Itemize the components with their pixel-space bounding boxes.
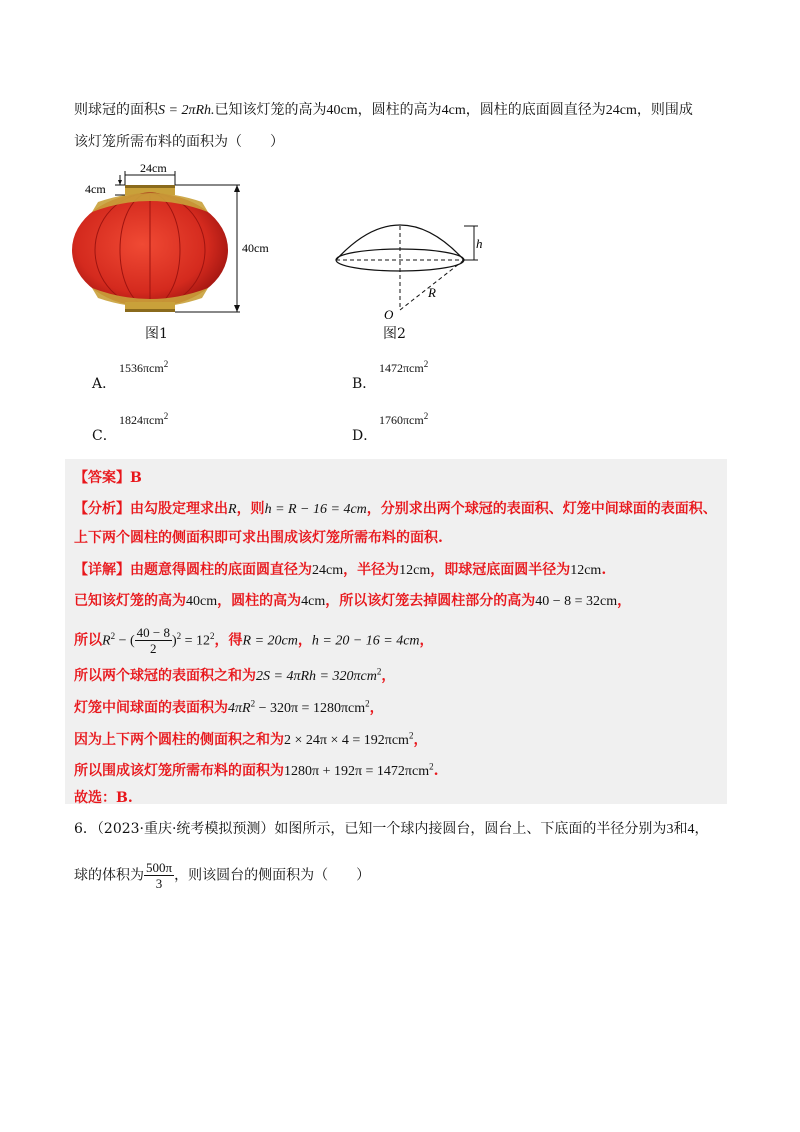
math-eq: h = R − 16 = 4cm — [264, 502, 367, 517]
detail-tag: 【详解】 — [74, 562, 130, 578]
detail-line-3: 所以$R^2$ − ( $\frac{40 - 8}{2}$ )$^2 = 12^2$，得R = 20cm，h = 20 − 16 = 4cm， — [74, 625, 434, 656]
option-letter: B． — [352, 376, 377, 392]
detail-line-1 — [74, 559, 606, 579]
option-value: 1472πcm — [379, 361, 424, 375]
detail-text: 因为上下两个圆柱的侧面积之和为 — [74, 732, 284, 748]
option-a[interactable] — [92, 359, 169, 393]
label-24cm: 24cm — [140, 161, 167, 175]
math-eq: 4πR — [228, 701, 251, 716]
option-value: 1536πcm — [119, 361, 164, 375]
analysis-line-1 — [74, 498, 717, 518]
figure2-caption: 图2 — [383, 326, 406, 342]
detail-text: ， — [419, 632, 434, 649]
detail-line-5: 灯笼中间球面的表面积为$4\pi R^2 - 320\pi = 1280\pi cm^2$， — [74, 698, 384, 716]
intro-text: ，圆柱的高为 — [357, 102, 442, 118]
detail-text: 所以两个球冠的表面积之和为 — [74, 668, 256, 684]
detail-line-2 — [74, 590, 631, 610]
option-b[interactable] — [352, 359, 429, 393]
frac-num: 40 − 8 — [136, 625, 170, 640]
detail-line-4: 所以两个球冠的表面积之和为2S = 4πRh = 320πcm$^2$， — [74, 666, 396, 684]
diameter-cylinder: 24cm — [605, 103, 637, 118]
detail-text: 已知该灯笼的高为 — [74, 593, 186, 609]
analysis-text: ，分别求出两个球冠的表面积、灯笼中间球面的表面积、 — [366, 501, 717, 517]
detail-text: ， — [617, 593, 632, 609]
label-O: O — [384, 307, 394, 322]
label-4cm: 4cm — [85, 182, 106, 196]
detail-text: ， — [297, 632, 312, 649]
label-R: R — [428, 285, 436, 300]
option-value: 1760πcm — [379, 413, 424, 427]
detail-text: 所以 — [74, 632, 102, 649]
option-sup: 2 — [163, 411, 169, 421]
spherical-cap-figure — [330, 205, 510, 325]
math-eq: 40 − 8 = 32cm — [535, 594, 618, 609]
option-d[interactable] — [352, 411, 429, 445]
label-h: h — [476, 236, 483, 251]
math-eq: h = 20 − 16 = 4cm — [311, 633, 420, 649]
detail-text: ，所以该灯笼去掉圆柱部分的高为 — [325, 593, 536, 609]
question-text: 6．（2023·重庆·统考模拟预测）如图所示，已知一个球内接圆台，圆台上、下底面的半径分别为 — [74, 821, 667, 837]
math-op: − ( — [115, 633, 135, 649]
question-text: ， — [694, 821, 709, 837]
detail-text: ，得 — [214, 632, 243, 649]
label-40cm: 40cm — [242, 241, 269, 255]
question-text: 和 — [673, 821, 688, 837]
detail-text: ，圆柱的高为 — [217, 593, 302, 609]
frac-den: 3 — [155, 876, 163, 891]
detail-text: ，半径为 — [343, 562, 400, 578]
math-op: ) — [171, 633, 177, 649]
option-sup: 2 — [423, 359, 429, 369]
detail-text: 灯笼中间球面的表面积为 — [74, 700, 228, 716]
analysis-tag: 【分析】 — [74, 501, 130, 517]
answer-line — [74, 467, 142, 487]
frac-den: 2 — [150, 641, 157, 656]
fraction — [135, 625, 172, 656]
detail-text: ， — [381, 668, 396, 684]
math-R: R — [228, 502, 237, 517]
detail-line-7: 所以围成该灯笼所需布料的面积为1280π + 192π = 1472πcm$^2$. — [74, 761, 439, 779]
option-sup: 2 — [163, 359, 169, 369]
height-cylinder: 4cm — [441, 103, 466, 118]
detail-line-6: 因为上下两个圆柱的侧面积之和为2 × 24π × 4 = 192πcm$^2$， — [74, 730, 428, 748]
math-value: 12cm — [570, 563, 602, 578]
question-text: ，则该圆台的侧面积为（ ） — [174, 867, 371, 884]
math-eq: − 320π = 1280πcm — [255, 701, 366, 716]
question6-line-1 — [74, 818, 708, 838]
answer-value: B — [130, 470, 142, 486]
option-letter: D． — [352, 428, 378, 444]
math-eq: 1280π + 192π = 1472πcm — [284, 764, 430, 779]
intro-line-2: 该灯笼所需布料的面积为（ ） — [74, 134, 284, 150]
detail-text: . — [601, 562, 607, 578]
frac-num: 500π — [146, 860, 173, 875]
intro-line-1 — [74, 99, 693, 119]
option-letter: C． — [92, 428, 117, 444]
math-R: R — [102, 633, 111, 649]
math-value: 24cm — [312, 563, 344, 578]
height-total: 40cm — [326, 103, 358, 118]
detail-text: 所以围成该灯笼所需布料的面积为 — [74, 763, 284, 779]
analysis-text: 由勾股定理求出 — [130, 501, 228, 517]
option-c[interactable] — [92, 411, 169, 445]
question6-line-2 — [74, 860, 370, 891]
math-value: 4cm — [301, 594, 326, 609]
detail-text: 由题意得圆柱的底面圆直径为 — [130, 562, 312, 578]
analysis-line-2: 上下两个圆柱的侧面积即可求出围成该灯笼所需布料的面积. — [74, 530, 443, 546]
detail-text: . — [433, 763, 439, 779]
detail-text: ，即球冠底面圆半径为 — [430, 562, 571, 578]
math-value: 4 — [687, 822, 695, 837]
intro-text: ，则围成 — [636, 102, 693, 118]
analysis-text: ，则 — [236, 501, 265, 517]
option-value: 1824πcm — [119, 413, 164, 427]
answer-tag: 【答案】 — [74, 470, 130, 486]
figure1-caption: 图1 — [145, 326, 168, 342]
detail-text: ， — [413, 732, 428, 748]
math-eq: 2S = 4πRh = 320πcm — [256, 669, 377, 684]
math-op: = 12 — [181, 633, 211, 649]
detail-text: ， — [369, 700, 384, 716]
option-letter: A． — [92, 376, 117, 392]
math-eq: R = 20cm — [242, 633, 298, 649]
formula-S: S = 2πRh. — [158, 103, 215, 118]
math-value: 12cm — [399, 563, 431, 578]
option-sup: 2 — [423, 411, 429, 421]
intro-text: 已知该灯笼的高为 — [214, 102, 327, 118]
math-value: 3 — [666, 822, 674, 837]
math-value: 40cm — [186, 594, 218, 609]
math-eq: 2 × 24π × 4 = 192πcm — [284, 733, 409, 748]
final-choice: 故选：B. — [74, 790, 133, 806]
question-text: 球的体积为 — [74, 867, 144, 884]
volume-fraction — [144, 860, 174, 891]
lantern-figure — [70, 160, 300, 320]
intro-text: ，圆柱的底面圆直径为 — [465, 102, 606, 118]
intro-text: 则球冠的面积 — [74, 102, 158, 118]
